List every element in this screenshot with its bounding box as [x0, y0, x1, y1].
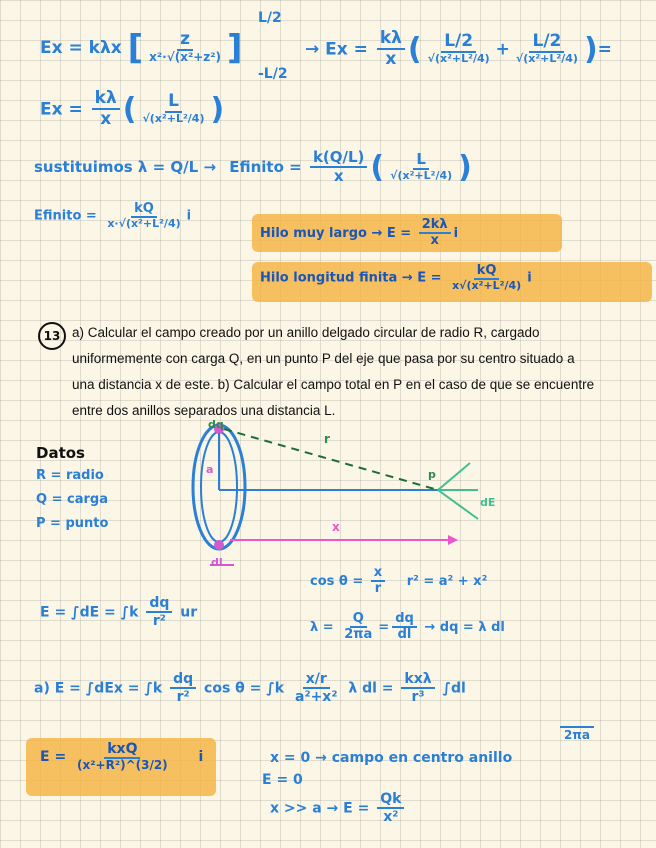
relation-cos: cos θ = $\frac{x}{r}$ r² = a² + x²: [310, 565, 488, 596]
equation-line-1b: → Ex = $\frac{k\lambda}{x}$ ( $\frac{L/2}{\text{√(x²+L²/4)}}$ + $\frac{L/2}{\text{√(x²+L²/4)}}$ )=: [305, 28, 612, 69]
relation-lambda: λ = $\frac{Q}{2\pi a}$ = $\frac{dq}{dl}$ → dq = λ dl: [310, 611, 505, 642]
de-arrow-down: [438, 490, 478, 519]
upper-limit: L/2: [258, 10, 282, 26]
problem-line-4: entre dos anillos separados una distancia L.: [72, 403, 336, 418]
dl-mark: [214, 540, 224, 550]
e-vector-integral: E = ∫dE = ∫k $\frac{dq}{\text{r²}}$ ur: [40, 595, 198, 629]
box-hilo-finito: Hilo longitud finita → E = $\frac{kQ}{\text{x√(x²+L²/4)}}$ i: [260, 263, 532, 292]
problem-number-badge: 13: [38, 322, 66, 350]
problem-line-2: uniformemente con carga Q, en un punto P del eje que pasa por su centro situado a: [72, 351, 575, 366]
datos-item-p: P = punto: [36, 516, 109, 531]
label-r: r: [324, 432, 330, 446]
integral-result-2pia: 2πa: [560, 726, 594, 742]
label-dl: dl: [211, 556, 223, 569]
datos-item-r: R = radio: [36, 468, 104, 483]
label-dq: dq: [208, 418, 224, 431]
r-line: [224, 429, 438, 490]
equation-line-2: Ex = $\frac{k\lambda}{x}$ ( $\frac{L}{\text{√(x²+L²/4)}}$ ): [40, 88, 225, 129]
label-x: x: [332, 520, 340, 534]
label-p: p: [428, 468, 436, 481]
label-de: dE: [480, 496, 496, 509]
de-arrow-up: [438, 463, 470, 490]
problem-line-1: a) Calcular el campo creado por un anillo delgado circular de radio R, cargado: [72, 325, 540, 340]
ex-lhs: Ex = kλx: [40, 38, 122, 58]
box-hilo-largo: Hilo muy largo → E = $\frac{2k\lambda}{x}$ i: [260, 217, 459, 248]
case-e-zero: E = 0: [262, 772, 303, 788]
datos-item-q: Q = carga: [36, 492, 108, 507]
equation-line-1: Ex = kλx [ $\frac{z}{\text{x²·√(x²+z²)}}$ ]: [40, 28, 243, 68]
result-e-ring: E = $\frac{\text{kxQ}}{\text{(x²+R²)\textasciicircum{}(3/2)}}$ i: [40, 741, 204, 772]
case-x-large: x >> a → E = $\frac{Qk}{\text{x²}}$: [270, 792, 407, 825]
datos-title: Datos: [36, 444, 85, 462]
x-arrow-head: [448, 535, 458, 545]
label-a: a: [206, 463, 214, 476]
case-x-zero: x = 0 → campo en centro anillo: [270, 750, 513, 766]
part-a-derivation: a) E = ∫dEx = ∫k $\frac{dq}{\text{r²}}$ cos θ = ∫k $\frac{x/r}{\text{a²+x²}}$ λ dl = $\frac{\text{kxλ}}{\text{r³}}$ ∫dl: [34, 671, 466, 705]
ring-diagram: [180, 415, 510, 575]
problem-line-3: una distancia x de este. b) Calcular el campo total en P en el caso de que se encuentre: [72, 377, 595, 392]
lower-limit: -L/2: [258, 66, 288, 82]
frac-z: $\frac{z}{\text{x²·√(x²+z²)}}$: [149, 29, 221, 65]
equation-line-3: sustituimos λ = Q/L → Efinito = $\frac{k(Q/L)}{x}$ ( $\frac{L}{\text{√(x²+L²/4)}}$ ): [34, 148, 472, 185]
equation-line-4: Efinito = $\frac{kQ}{\text{x·√(x²+L²/4)}}$ i: [34, 201, 192, 230]
